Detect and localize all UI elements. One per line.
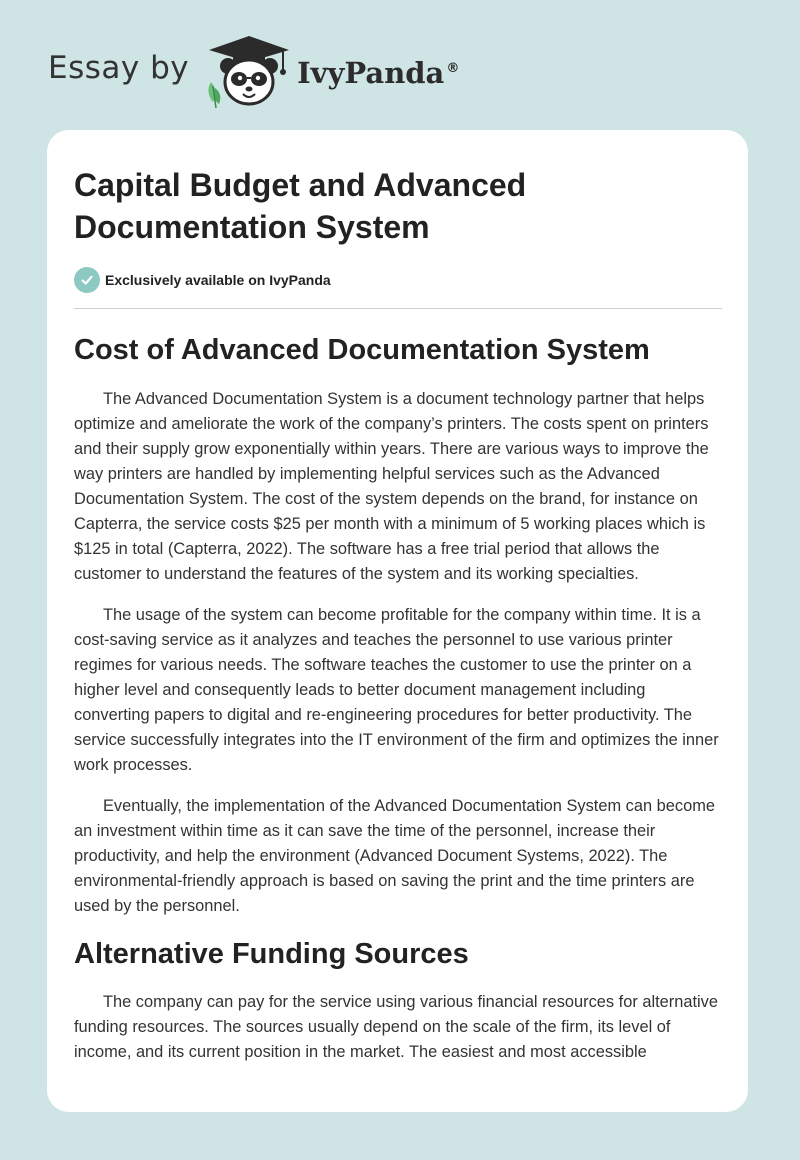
paragraph: The usage of the system can become profitable for the company within time. It is a cost-saving service as it analyzes and teaches the personnel to use various printer regimes for various needs. The software teaches the customer to use the printer on a higher level and consequently leads to better document management including converting papers to digital and re-engineering procedures for better productivity. The service successfully integrates into the IT environment of the firm and optimizes the inner work processes. [74, 606, 719, 774]
divider [74, 308, 722, 309]
paragraph: The Advanced Documentation System is a document technology partner that helps optimize and ameliorate the work of the company’s printers. The costs spent on printers and their supply grow exponentially within years. There are various ways to improve the way printers are handled by implementing helpful services such as the Advanced Documentation System. The cost of the system depends on the brand, for instance on Capterra, the service costs $25 per month with a minimum of 5 working places which is $125 in total (Capterra, 2022). The software has a free trial period that allows the customer to understand the features of the system and its working specialties. [74, 390, 709, 583]
registered-mark: ® [446, 61, 460, 77]
panda-graduate-icon [203, 30, 295, 110]
section-heading-funding: Alternative Funding Sources [74, 938, 469, 970]
essay-by-label: Essay by [48, 50, 190, 86]
document-card [47, 130, 748, 1112]
exclusive-label: Exclusively available on IvyPanda [105, 272, 331, 288]
brand-header[interactable] [48, 30, 459, 110]
paragraph: Eventually, the implementation of the Advanced Documentation System can become an investment within time as it can save the time of the personnel, increase their productivity, and help the environment (Advanced Document Systems, 2022). The environmental-friendly approach is based on saving the print and the time printers are used by the personnel. [74, 797, 715, 915]
section-heading-cost: Cost of Advanced Documentation System [74, 334, 650, 366]
paragraph: The company can pay for the service using various financial resources for alternative funding resources. The sources usually depend on the scale of the firm, its level of income, and its current position in the market. The easiest and most accessible [74, 993, 718, 1061]
exclusive-badge [74, 266, 721, 294]
brand-name: IvyPanda ® [297, 56, 460, 90]
document-title: Capital Budget and Advanced Documentation System [74, 167, 527, 245]
check-circle-icon [74, 267, 100, 293]
